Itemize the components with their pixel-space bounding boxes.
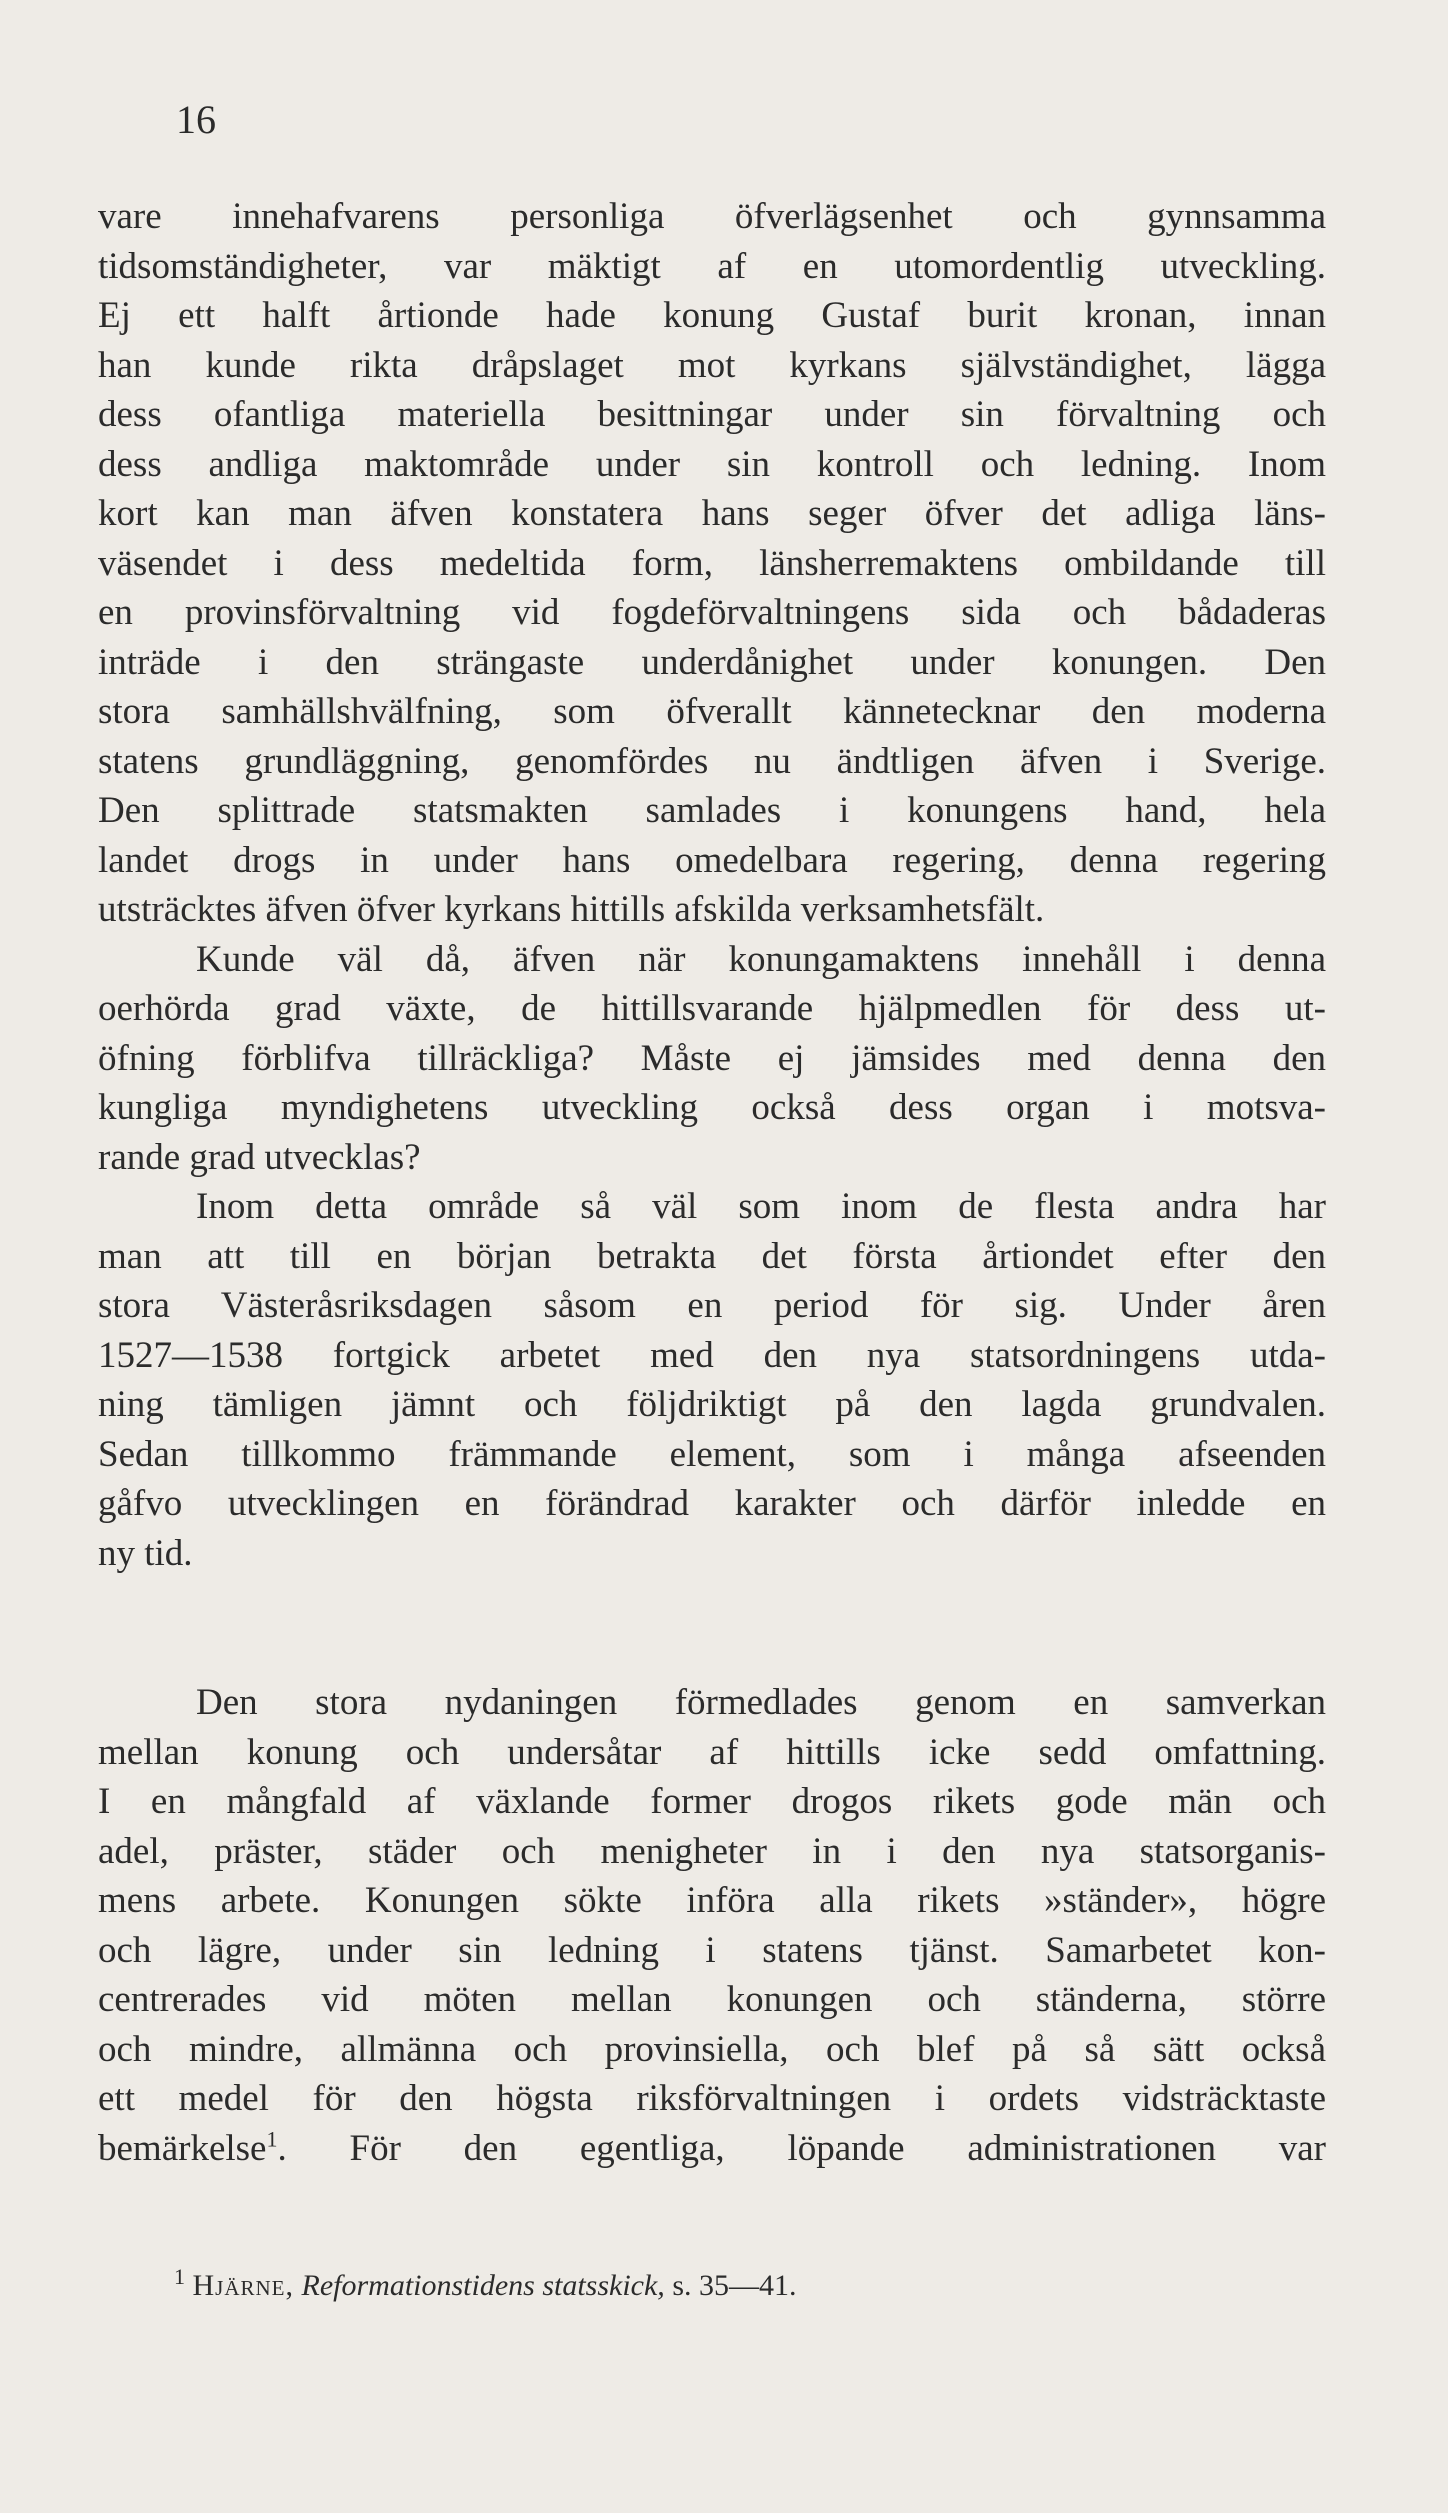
text-line: ett medel för den högsta riksförvaltningen i ordets vidsträcktaste bbox=[98, 2078, 1326, 2119]
text-line: centrerades vid möten mellan konungen och ständerna, större bbox=[98, 1979, 1326, 2020]
paragraph-3 bbox=[98, 1182, 1326, 1578]
text-line: ny tid. bbox=[98, 1532, 193, 1574]
text-line: dess andliga maktområde under sin kontroll och ledning. Inom bbox=[98, 443, 1326, 485]
line-end: . För den egentliga, löpande administrationen var bbox=[277, 2127, 1326, 2169]
paragraph-4 bbox=[98, 1678, 1326, 2173]
text-line: stora samhällshvälfning, som öfverallt kännetecknar den moderna bbox=[98, 691, 1326, 732]
paragraph-2 bbox=[98, 935, 1326, 1183]
footnote-reference[interactable]: 1 bbox=[266, 2126, 278, 2152]
footnote-author: Hjärne, bbox=[192, 2269, 295, 2302]
text-line: ning tämligen jämnt och följdriktigt på den lagda grundvalen. bbox=[98, 1384, 1326, 1425]
paragraph-1 bbox=[98, 192, 1326, 935]
text-line: Den stora nydaningen förmedlades genom en samverkan bbox=[196, 1682, 1326, 1723]
text-line: Ej ett halft årtionde hade konung Gustaf burit kronan, innan bbox=[98, 295, 1326, 336]
text-line: adel, präster, städer och menigheter in i den nya statsorganis- bbox=[98, 1830, 1326, 1872]
text-line: öfning förblifva tillräckliga? Måste ej jämsides med denna den bbox=[98, 1037, 1326, 1079]
text-line: mens arbete. Konungen sökte införa alla rikets »ständer», högre bbox=[98, 1880, 1326, 1921]
text-line: en provinsförvaltning vid fogdeförvaltningens sida och bådaderas bbox=[98, 592, 1326, 633]
text-line-with-note bbox=[98, 2124, 1326, 2174]
text-line: Inom detta område så väl som inom de flesta andra har bbox=[196, 1186, 1326, 1227]
text-line: utsträcktes äfven öfver kyrkans hittills afskilda verksamhetsfält. bbox=[98, 889, 1045, 930]
section-gap bbox=[98, 1578, 1326, 1678]
text-line: landet drogs in under hans omedelbara regering, denna regering bbox=[98, 839, 1326, 881]
text-line: och lägre, under sin ledning i statens tjänst. Samarbetet kon- bbox=[98, 1929, 1326, 1971]
text-line: mellan konung och undersåtar af hittills icke sedd omfattning. bbox=[98, 1731, 1326, 1773]
text-line: kungliga myndighetens utveckling också dess organ i motsva- bbox=[98, 1087, 1326, 1128]
text-line: rande grad utvecklas? bbox=[98, 1136, 421, 1178]
text-line: 1527—1538 fortgick arbetet med den nya statsordningens utda- bbox=[98, 1334, 1326, 1376]
text-line: tidsomständigheter, var mäktigt af en utomordentlig utveckling. bbox=[98, 245, 1326, 287]
footnote-title: Reformationstidens statsskick, bbox=[301, 2269, 665, 2302]
text-line: inträde i den strängaste underdånighet under konungen. Den bbox=[98, 641, 1326, 683]
text-line: vare innehafvarens personliga öfverlägsenhet och gynnsamma bbox=[98, 196, 1326, 237]
text-line: dess ofantliga materiella besittningar under sin förvaltning och bbox=[98, 394, 1326, 435]
text-line: Den splittrade statsmakten samlades i konungens hand, hela bbox=[98, 790, 1326, 831]
text-line: han kunde rikta dråpslaget mot kyrkans självständighet, lägga bbox=[98, 344, 1326, 386]
footnote bbox=[174, 2266, 797, 2306]
text-line: gåfvo utvecklingen en förändrad karakter och därför inledde en bbox=[98, 1483, 1326, 1524]
text-line: kort kan man äfven konstatera hans seger öfver det adliga läns- bbox=[98, 493, 1326, 534]
text-line: man att till en början betrakta det första årtiondet efter den bbox=[98, 1235, 1326, 1277]
text-line: och mindre, allmänna och provinsiella, och blef på så sätt också bbox=[98, 2028, 1326, 2070]
text-line: Sedan tillkommo främmande element, som i många afseenden bbox=[98, 1433, 1326, 1475]
line-start: bemärkelse bbox=[98, 2127, 267, 2169]
text-line: väsendet i dess medeltida form, länsherremaktens ombildande till bbox=[98, 542, 1326, 584]
text-line: Kunde väl då, äfven när konungamaktens innehåll i denna bbox=[196, 938, 1326, 980]
footnote-pages: s. 35—41. bbox=[672, 2269, 797, 2302]
footnote-marker: 1 bbox=[174, 2264, 185, 2289]
text-line: stora Västeråsriksdagen såsom en period för sig. Under åren bbox=[98, 1285, 1326, 1326]
page-number: 16 bbox=[176, 97, 216, 142]
text-line: I en mångfald af växlande former drogos rikets gode män och bbox=[98, 1781, 1326, 1822]
body-text bbox=[98, 192, 1326, 2173]
text-line: oerhörda grad växte, de hittillsvarande hjälpmedlen för dess ut- bbox=[98, 988, 1326, 1029]
text-line: statens grundläggning, genomfördes nu ändtligen äfven i Sverige. bbox=[98, 740, 1326, 782]
